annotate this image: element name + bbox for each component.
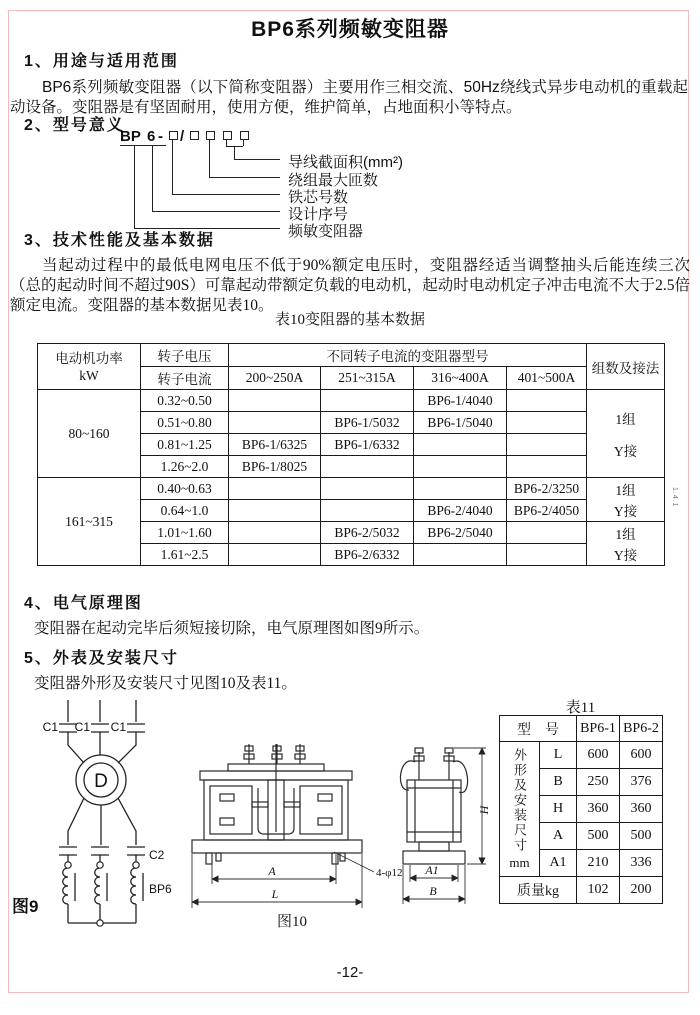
t10-power-range: 161~315 bbox=[38, 478, 141, 566]
dim-a-label: A bbox=[268, 864, 276, 878]
t10-model: BP6-1/5040 bbox=[414, 412, 507, 434]
t11-value: 250 bbox=[577, 769, 620, 796]
table11-caption: 表11 bbox=[565, 700, 596, 716]
t10-header-range: 200~250A bbox=[229, 367, 321, 390]
t10-model bbox=[414, 544, 507, 566]
t10-voltage: 0.32~0.50 bbox=[141, 390, 229, 412]
t11-value: 600 bbox=[620, 742, 663, 769]
t10-model bbox=[507, 456, 587, 478]
t10-model bbox=[507, 544, 587, 566]
t10-model: BP6-1/5032 bbox=[321, 412, 414, 434]
section1-body: BP6系列频敏变阻器（以下简称变阻器）主要用作三相交流、50Hz绕线式异步电动机的重载起动设备。变阻器是有坚固耐用，使用方便，维护简单，占地面积小等特点。 bbox=[10, 78, 688, 116]
figure9-circuit-diagram bbox=[8, 693, 186, 961]
model-code-box bbox=[223, 131, 232, 140]
t10-model bbox=[507, 412, 587, 434]
t10-model bbox=[321, 390, 414, 412]
t11-value: 210 bbox=[577, 850, 620, 877]
section1-heading: 1、用途与适用范围 bbox=[24, 53, 179, 70]
fig10-dimension-lines bbox=[192, 748, 486, 908]
t10-header-power-line2: kW bbox=[79, 367, 99, 383]
t11-dim: H bbox=[540, 796, 577, 823]
t10-model: BP6-2/4050 bbox=[507, 500, 587, 522]
t10-group-count: 1组 bbox=[615, 411, 636, 427]
t10-model: BP6-1/4040 bbox=[414, 390, 507, 412]
t11-mass-label: 质量kg bbox=[500, 877, 577, 904]
t10-model bbox=[414, 478, 507, 500]
t10-group-connection: Y接 bbox=[613, 443, 638, 459]
fig9-terminals bbox=[65, 862, 139, 926]
diagram-line bbox=[209, 177, 280, 178]
t10-header-rotor-voltage: 转子电压 bbox=[141, 344, 229, 367]
t10-model: BP6-2/5032 bbox=[321, 522, 414, 544]
diagram-line bbox=[234, 159, 280, 160]
table10 bbox=[37, 343, 665, 566]
t10-model: BP6-2/6332 bbox=[321, 544, 414, 566]
section3-heading: 3、技术性能及基本数据 bbox=[24, 232, 215, 249]
table11 bbox=[499, 715, 663, 904]
t10-group-cell bbox=[587, 478, 665, 522]
t10-model bbox=[321, 478, 414, 500]
t10-model: BP6-1/8025 bbox=[229, 456, 321, 478]
t10-header-power bbox=[38, 344, 141, 390]
diagram-line bbox=[209, 140, 210, 177]
diagram-line bbox=[172, 194, 280, 195]
t11-header-bp6-2: BP6-2 bbox=[620, 716, 663, 742]
t11-value: 336 bbox=[620, 850, 663, 877]
t10-group-cell bbox=[587, 522, 665, 566]
model-code-dash: - bbox=[158, 128, 163, 145]
t10-voltage: 0.81~1.25 bbox=[141, 434, 229, 456]
model-code-design: 6 bbox=[147, 128, 156, 145]
t11-value: 102 bbox=[577, 877, 620, 904]
t10-model: BP6-2/5040 bbox=[414, 522, 507, 544]
section3-body: 当起动过程中的最低电网电压不低于90%额定电压时，变阻器经适当调整抽头后能连续三次（总的起动时间不超过90S）可靠起动带额定负载的电动机，起动时电动机定子冲击电流不大于2.5倍额定电流。变阻器的基本数据见表10。 bbox=[10, 256, 690, 314]
diagram-line bbox=[152, 145, 153, 211]
model-label-max-turns: 绕组最大匝数 bbox=[288, 172, 379, 189]
t11-dim-group-cell bbox=[500, 742, 540, 877]
t10-model: BP6-1/6325 bbox=[229, 434, 321, 456]
model-label-core-number: 铁芯号数 bbox=[288, 189, 349, 206]
model-code-prefix: BP bbox=[120, 128, 141, 145]
page-title: BP6系列频敏变阻器 bbox=[251, 18, 449, 41]
t11-value: 500 bbox=[620, 823, 663, 850]
t10-model bbox=[229, 522, 321, 544]
fig9-labels bbox=[12, 720, 172, 916]
model-code-slash: / bbox=[180, 128, 185, 145]
t10-group-count: 1组 bbox=[615, 527, 636, 542]
t10-header-rotor-current: 转子电流 bbox=[141, 367, 229, 390]
t11-dim-group bbox=[500, 748, 539, 871]
fig10-front-view bbox=[192, 744, 362, 864]
t10-group-cell bbox=[587, 390, 665, 478]
t10-group-count: 1组 bbox=[615, 483, 636, 498]
t10-group-box bbox=[587, 523, 664, 564]
contactor-c1-label: C1 bbox=[74, 720, 90, 734]
model-label-wire-section: 导线截面积(mm²) bbox=[288, 154, 403, 171]
t11-dim: B bbox=[540, 769, 577, 796]
t10-model: BP6-2/3250 bbox=[507, 478, 587, 500]
t11-value: 360 bbox=[577, 796, 620, 823]
model-code-diagram bbox=[120, 128, 520, 240]
model-code-underline bbox=[120, 145, 166, 146]
t10-header-range: 251~315A bbox=[321, 367, 414, 390]
margin-artifact: 1.4.1 bbox=[671, 487, 678, 508]
contactor-c1-label: C1 bbox=[110, 720, 126, 734]
t10-voltage: 0.64~1.0 bbox=[141, 500, 229, 522]
t11-header-model: 型 号 bbox=[500, 716, 577, 742]
figure9-caption: 图9 bbox=[12, 897, 39, 916]
t10-group-connection: Y接 bbox=[613, 548, 638, 563]
t10-voltage: 0.40~0.63 bbox=[141, 478, 229, 500]
diagram-line bbox=[152, 211, 280, 212]
t11-dim-group-label: 外形及安装尺寸 bbox=[512, 747, 527, 853]
t11-dim: A1 bbox=[540, 850, 577, 877]
t10-model bbox=[229, 500, 321, 522]
t10-model bbox=[414, 434, 507, 456]
t10-model: BP6-2/4040 bbox=[414, 500, 507, 522]
fig10-side-view bbox=[400, 748, 467, 864]
motor-label: D bbox=[94, 771, 108, 792]
section5-heading: 5、外表及安装尺寸 bbox=[24, 650, 179, 667]
t11-value: 600 bbox=[577, 742, 620, 769]
t11-value: 376 bbox=[620, 769, 663, 796]
model-code-box bbox=[190, 131, 199, 140]
t10-voltage: 1.01~1.60 bbox=[141, 522, 229, 544]
t10-header-model-by-current: 不同转子电流的变阻器型号 bbox=[229, 344, 587, 367]
t11-dim-group-unit: mm bbox=[509, 854, 530, 870]
t10-model bbox=[229, 412, 321, 434]
t11-value: 360 bbox=[620, 796, 663, 823]
contactor-c1-label: C1 bbox=[42, 720, 58, 734]
t10-group-box bbox=[587, 479, 664, 520]
model-code-box bbox=[240, 131, 249, 140]
t10-header-groups: 组数及接法 bbox=[587, 344, 665, 390]
model-label-rheostat: 频敏变阻器 bbox=[288, 223, 364, 240]
t10-model: BP6-1/6332 bbox=[321, 434, 414, 456]
t11-header-bp6-1: BP6-1 bbox=[577, 716, 620, 742]
table10-caption: 表10变阻器的基本数据 bbox=[274, 312, 425, 328]
fig10-dimension-labels bbox=[267, 804, 491, 930]
dim-h-label: H bbox=[477, 805, 491, 815]
diagram-line bbox=[234, 146, 235, 159]
t11-value: 500 bbox=[577, 823, 620, 850]
model-code-box bbox=[169, 131, 178, 140]
figure10-caption: 图10 bbox=[276, 914, 308, 930]
t10-voltage: 0.51~0.80 bbox=[141, 412, 229, 434]
t10-header-power-line1: 电动机功率 bbox=[55, 350, 123, 366]
section4-heading: 4、电气原理图 bbox=[24, 595, 143, 612]
t10-model bbox=[229, 390, 321, 412]
model-label-design-serial: 设计序号 bbox=[288, 206, 349, 223]
dim-b-label: B bbox=[429, 884, 437, 898]
diagram-line bbox=[243, 140, 244, 146]
t10-model bbox=[507, 390, 587, 412]
t10-voltage: 1.26~2.0 bbox=[141, 456, 229, 478]
t10-model bbox=[229, 478, 321, 500]
t10-header-range: 401~500A bbox=[507, 367, 587, 390]
figure10-outline-drawing bbox=[182, 732, 494, 937]
t10-model bbox=[321, 456, 414, 478]
diagram-line bbox=[134, 145, 135, 228]
t10-model bbox=[229, 544, 321, 566]
section4-body: 变阻器在起动完毕后须短接切除，电气原理图如图9所示。 bbox=[34, 619, 430, 637]
section2-heading: 2、型号意义 bbox=[24, 117, 125, 134]
t10-group-connection: Y接 bbox=[613, 504, 638, 519]
t10-model bbox=[414, 456, 507, 478]
section5-body: 变阻器外形及安装尺寸见图10及表11。 bbox=[34, 674, 297, 692]
t10-group-box bbox=[587, 408, 664, 460]
t10-header-range: 316~400A bbox=[414, 367, 507, 390]
t10-power-range: 80~160 bbox=[38, 390, 141, 478]
dim-l-label: L bbox=[271, 887, 279, 901]
t10-model bbox=[321, 500, 414, 522]
t10-voltage: 1.61~2.5 bbox=[141, 544, 229, 566]
t11-dim: A bbox=[540, 823, 577, 850]
t10-model bbox=[507, 522, 587, 544]
t11-value: 200 bbox=[620, 877, 663, 904]
diagram-line bbox=[172, 140, 173, 194]
t11-dim: L bbox=[540, 742, 577, 769]
page-number: -12- bbox=[336, 964, 364, 981]
fig9-wires bbox=[59, 700, 145, 923]
model-code-box bbox=[206, 131, 215, 140]
rheostat-bp6-label: BP6 bbox=[149, 882, 172, 896]
mounting-hole-note: 4-φ12 bbox=[376, 867, 403, 879]
t10-model bbox=[507, 434, 587, 456]
dim-a1-label: A1 bbox=[425, 863, 439, 877]
contactor-c2-label: C2 bbox=[149, 848, 165, 862]
